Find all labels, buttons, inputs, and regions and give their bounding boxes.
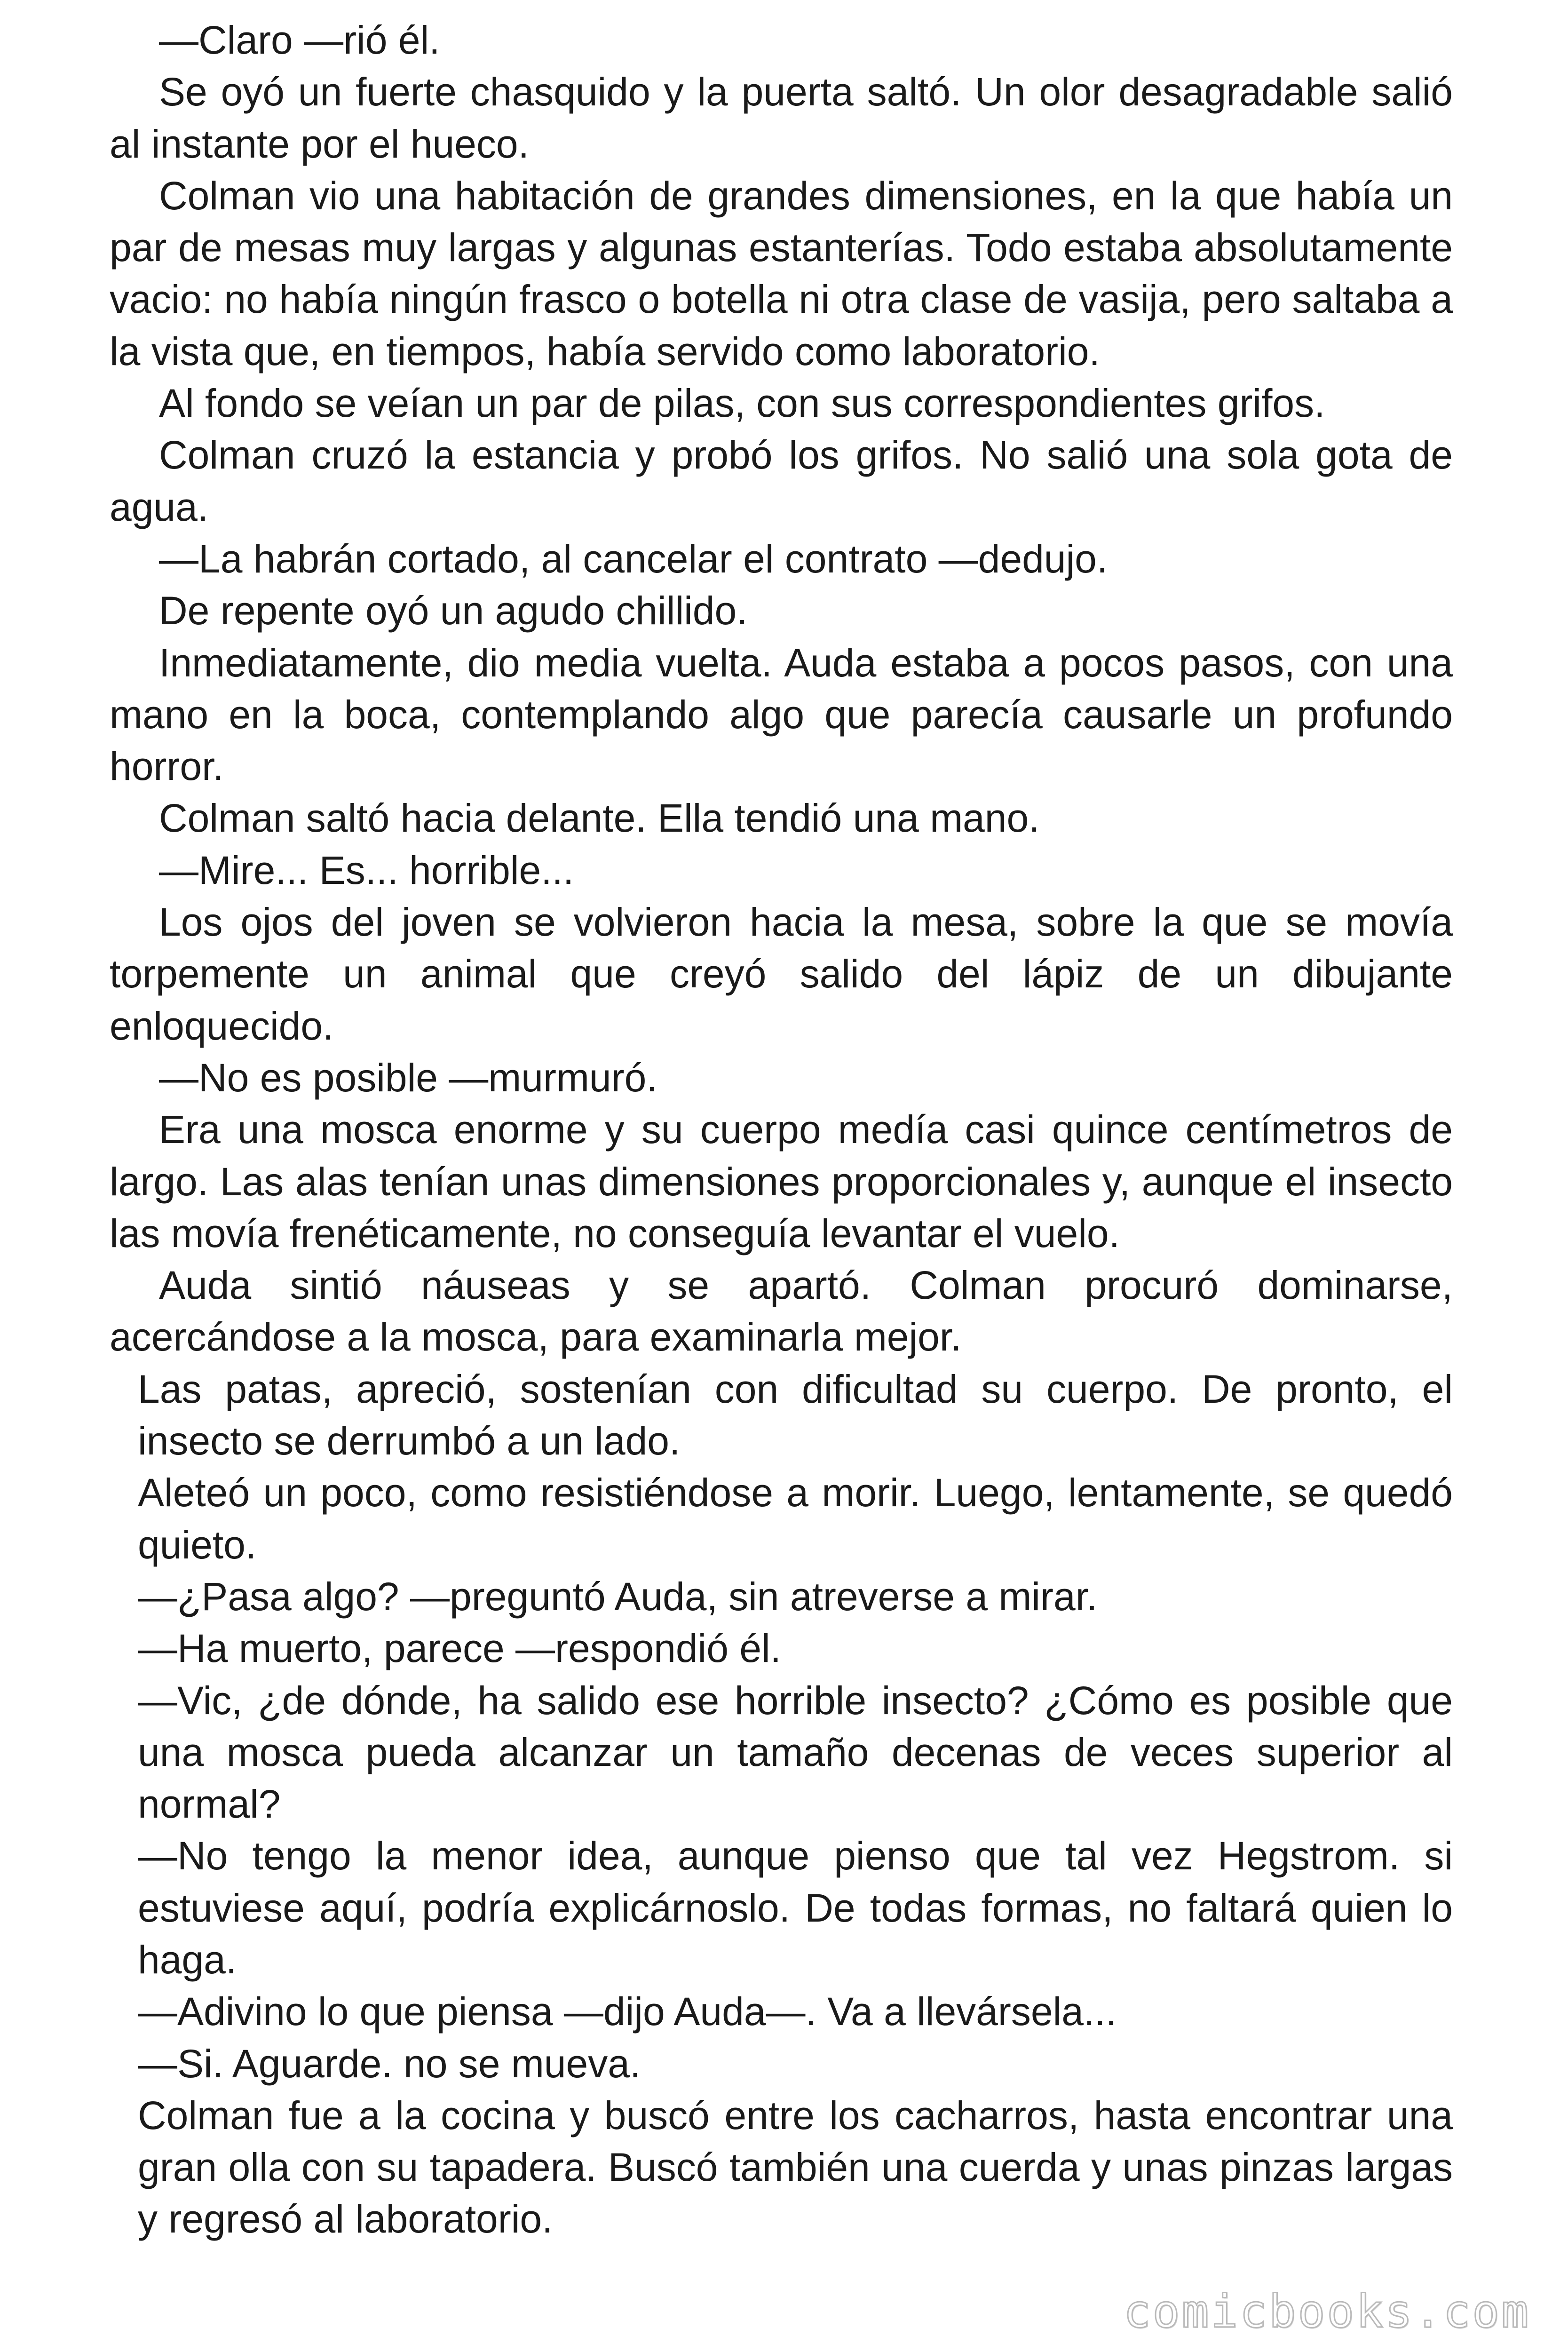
paragraph-8: Inmediatamente, dio media vuelta. Auda estaba a pocos pasos, con una mano en la boca, contemplando algo que parecía causarle un profundo horror. bbox=[110, 640, 1453, 789]
paragraph-22: —Si. Aguarde. no se mueva. bbox=[138, 2041, 641, 2086]
paragraph-13: Era una mosca enorme y su cuerpo medía casi quince centímetros de largo. Las alas tenían unas dimensiones proporcionales y, aunque el insecto las movía frenéticamente, no conseguía levantar el vuelo. bbox=[110, 1107, 1453, 1255]
paragraph-14: Auda sintió náuseas y se apartó. Colman procuró dominarse, acercándose a la mosca, para examinarla mejor. bbox=[110, 1263, 1453, 1359]
paragraph-18: —Ha muerto, parece —respondió él. bbox=[138, 1626, 781, 1671]
paragraph-5: Colman cruzó la estancia y probó los grifos. No salió una sola gota de agua. bbox=[110, 433, 1453, 529]
paragraph-12: —No es posible —murmuró. bbox=[159, 1055, 657, 1100]
paragraph-20: —No tengo la menor idea, aunque pienso que tal vez Hegstrom. si estuviese aquí, podría explicárnoslo. De todas formas, no faltará quien lo haga. bbox=[138, 1834, 1453, 1982]
paragraph-17: —¿Pasa algo? —preguntó Auda, sin atreverse a mirar. bbox=[138, 1574, 1098, 1619]
paragraph-6: —La habrán cortado, al cancelar el contrato —dedujo. bbox=[159, 536, 1108, 581]
paragraph-10: —Mire... Es... horrible... bbox=[159, 848, 574, 892]
paragraph-16: Aleteó un poco, como resistiéndose a morir. Luego, lentamente, se quedó quieto. bbox=[138, 1470, 1453, 1567]
secondary-block bbox=[138, 1363, 1453, 2245]
paragraph-11: Los ojos del joven se volvieron hacia la mesa, sobre la que se movía torpemente un animal que creyó salido del lápiz de un dibujante enloquecido. bbox=[110, 900, 1453, 1048]
paragraph-23: Colman fue a la cocina y buscó entre los cacharros, hasta encontrar una gran olla con su tapadera. Buscó también una cuerda y unas pinzas largas y regresó al laboratorio. bbox=[138, 2093, 1453, 2241]
body-text bbox=[110, 14, 1453, 2245]
paragraph-15: Las patas, apreció, sostenían con dificultad su cuerpo. De pronto, el insecto se derrumbó a un lado. bbox=[138, 1367, 1453, 1463]
paragraph-1: —Claro —rió él. bbox=[159, 18, 440, 62]
watermark: comicbooks.com bbox=[1123, 2285, 1530, 2338]
paragraph-19: —Vic, ¿de dónde, ha salido ese horrible insecto? ¿Cómo es posible que una mosca pueda alcanzar un tamaño decenas de veces superior al normal? bbox=[138, 1678, 1453, 1827]
paragraph-4: Al fondo se veían un par de pilas, con sus correspondientes grifos. bbox=[159, 381, 1325, 426]
paragraph-21: —Adivino lo que piensa —dijo Auda—. Va a llevársela... bbox=[138, 1989, 1117, 2034]
paragraph-7: De repente oyó un agudo chillido. bbox=[159, 588, 748, 633]
paragraph-3: Colman vio una habitación de grandes dimensiones, en la que había un par de mesas muy largas y algunas estanterías. Todo estaba absolutamente vacio: no había ningún frasco o botella ni otra clase de vasija, pero saltaba a la vista que, en tiempos, había servido como laboratorio. bbox=[110, 173, 1453, 373]
paragraph-9: Colman saltó hacia delante. Ella tendió una mano. bbox=[159, 796, 1040, 841]
paragraph-2: Se oyó un fuerte chasquido y la puerta saltó. Un olor desagradable salió al instante por el hueco. bbox=[110, 70, 1453, 166]
